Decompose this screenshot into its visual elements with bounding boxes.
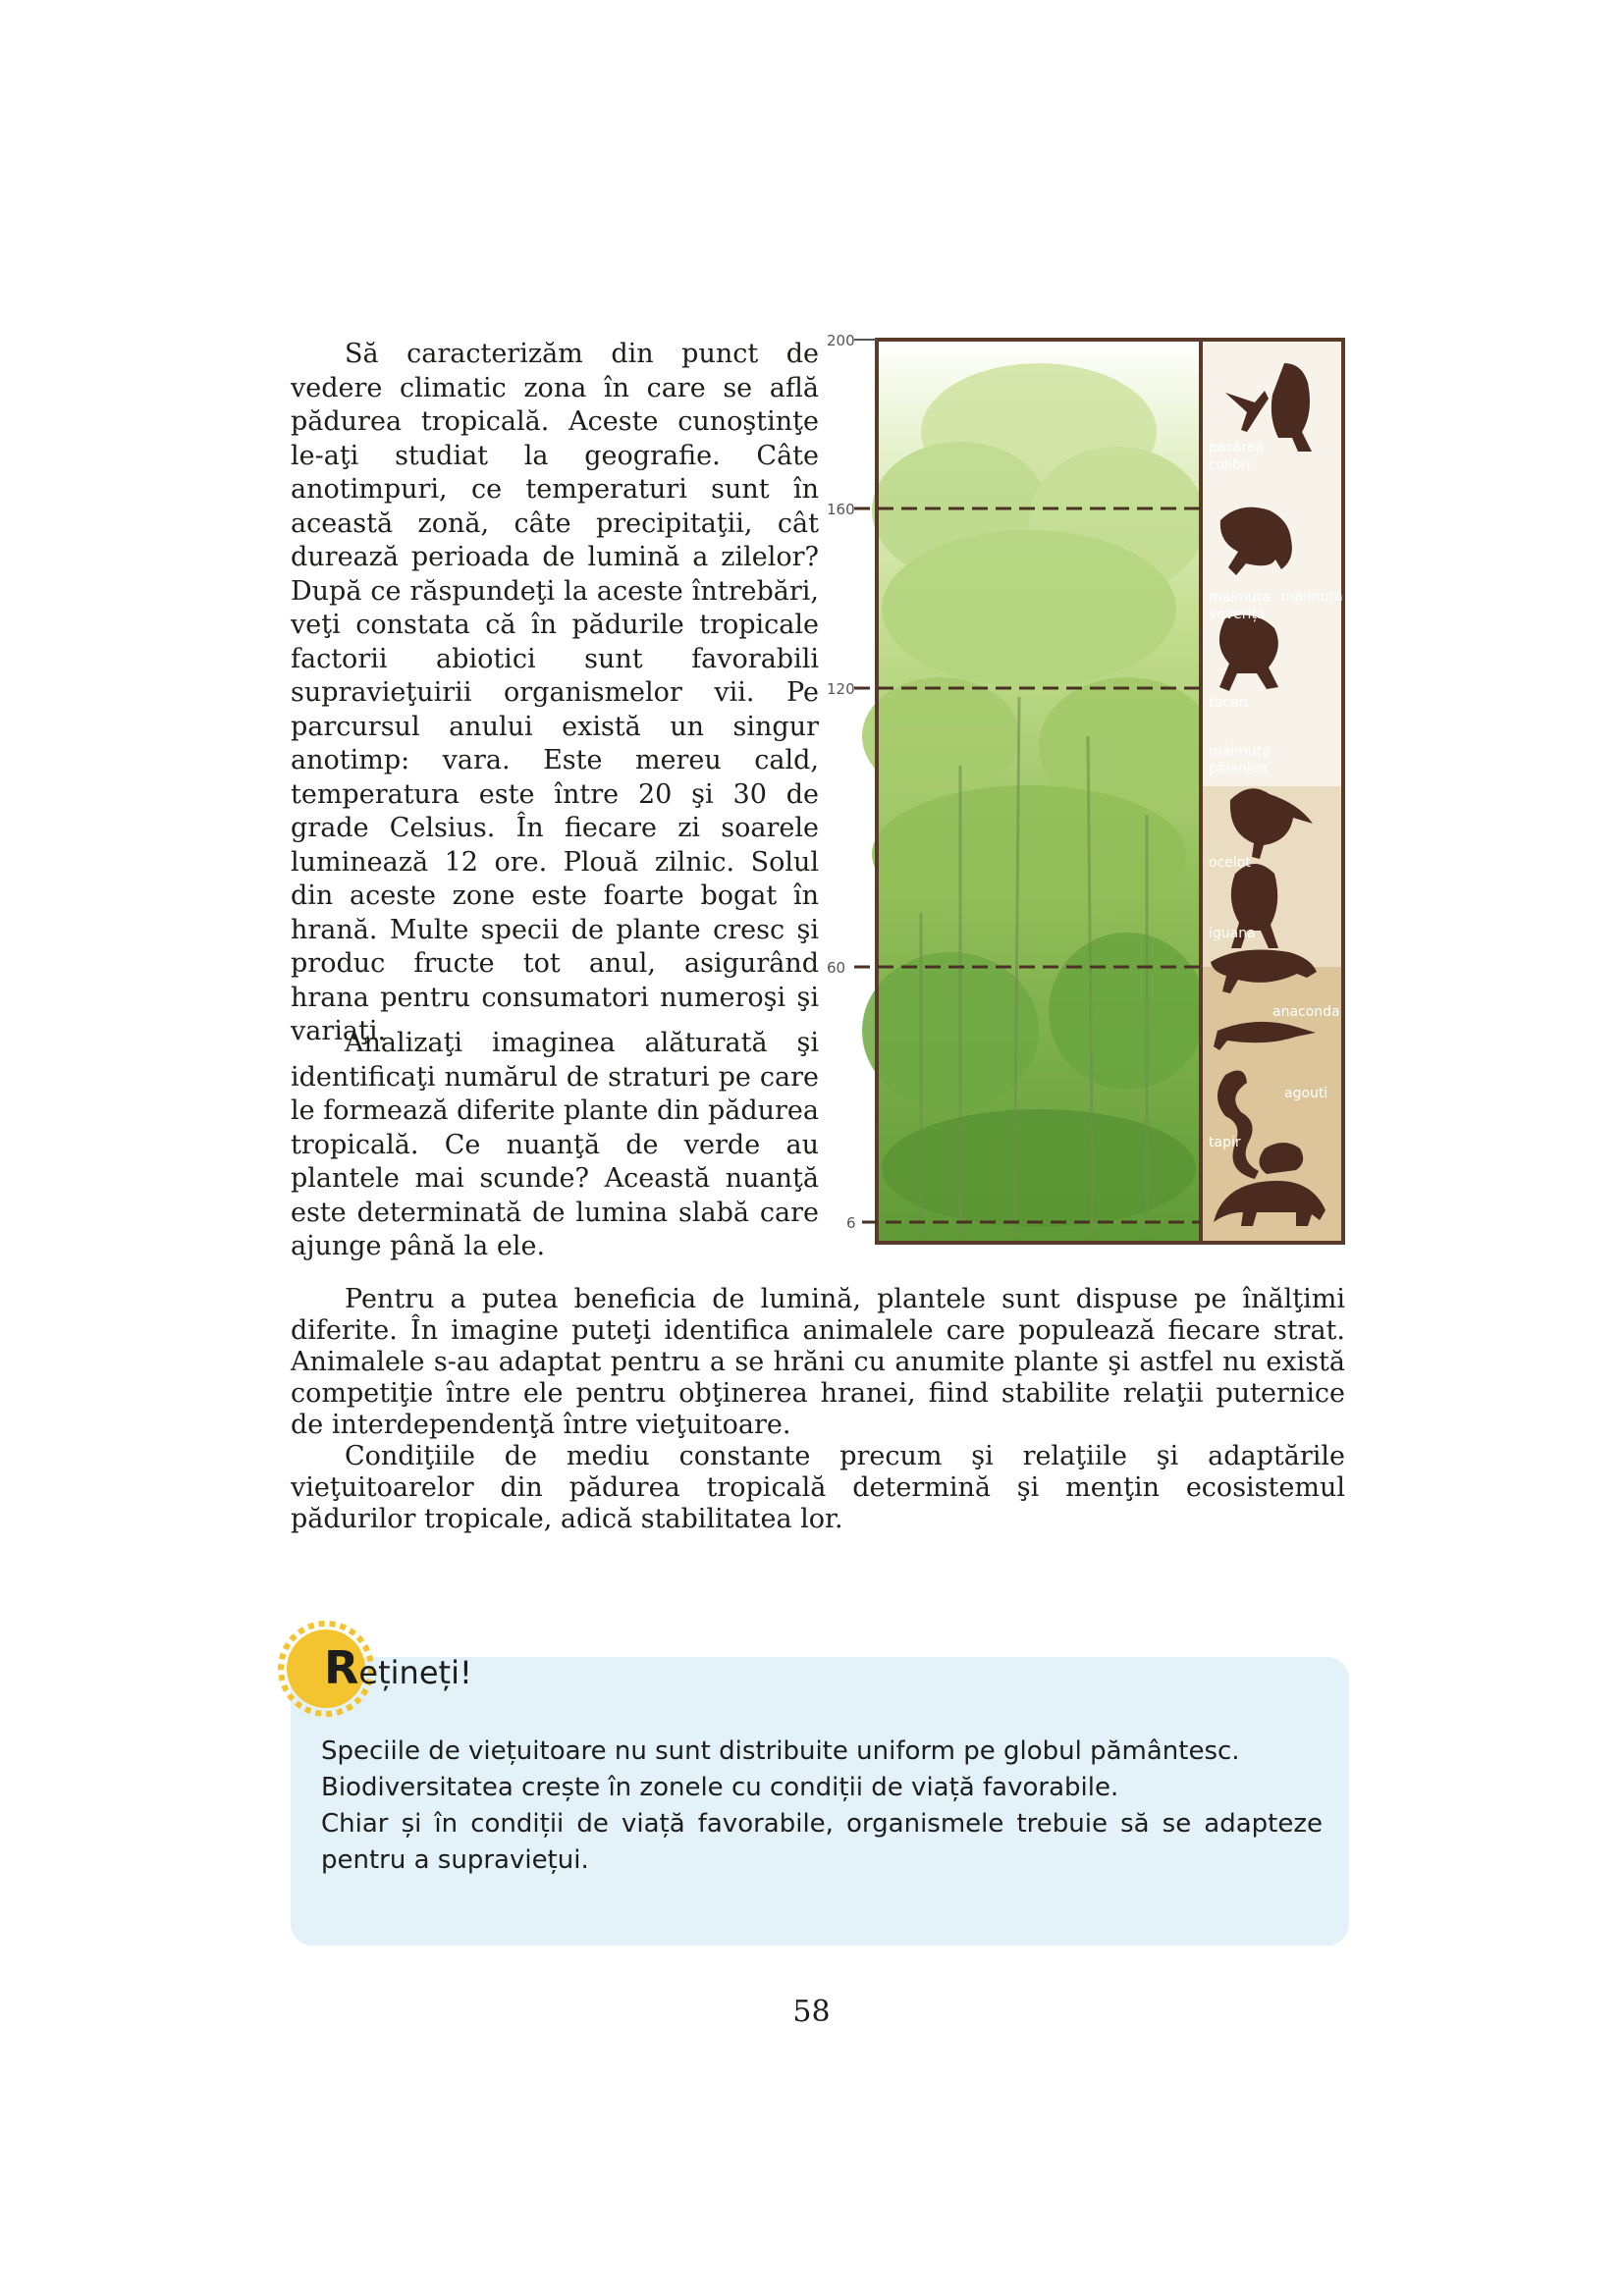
label-colibri-2: colibri (1209, 457, 1251, 473)
label-spider-monkey-1: maimuța (1209, 744, 1271, 760)
label-anaconda: anaconda (1272, 1004, 1340, 1020)
label-iguana: iguana (1209, 926, 1256, 941)
retain-title-initial: R (324, 1641, 359, 1694)
analyze-text: Analizaţi imaginea alăturată şi identificaţi numărul de straturi pe care le formează diferite plante din pădurea tropicală. Ce nuanţă de verde au plantele mai scunde? Această nuanţă este determinată de lumina slabă care ajunge până la ele. (291, 1028, 819, 1261)
rainforest-strata-figure (813, 324, 1348, 1261)
retain-title-rest: ețineți! (358, 1654, 472, 1691)
height-mark-60: 60 (827, 959, 846, 977)
label-ocelot: ocelot (1209, 855, 1251, 871)
height-mark-160: 160 (827, 501, 855, 518)
height-mark-120: 120 (827, 680, 855, 698)
page-number: 58 (792, 1995, 831, 2029)
height-mark-200: 200 (827, 332, 855, 349)
retain-line-3: Chiar și în condiții de viață favorabile, organismele trebuie să se adapteze pentru a supraviețui. (321, 1809, 1323, 1875)
label-monkey: maimuța (1281, 589, 1343, 605)
label-agouti: agouti (1284, 1086, 1328, 1101)
conclusion-paragraph-2: Condiţiile de mediu constante precum şi relaţiile şi adaptările vieţuitoarelor din pădurea tropicală determină şi menţin ecosistemul pădurilor tropicale, adică stabilitatea lor. (291, 1441, 1345, 1534)
analyze-paragraph (291, 1027, 819, 1264)
label-squirrel-monkey-2: veveriță (1209, 607, 1266, 622)
label-tapir: tapir (1209, 1135, 1241, 1150)
label-squirrel-monkey-1: maimuța (1209, 590, 1271, 606)
retain-lines (321, 1734, 1323, 1879)
height-mark-6: 6 (846, 1214, 856, 1232)
conclusion-paragraph-1: Pentru a putea beneficia de lumină, plantele sunt dispuse pe înălţimi diferite. În imagine puteţi identifica animalele care populează fiecare strat. Animalele s-au adaptat pentru a se hrăni cu anumite plante şi astfel nu există competiţie între ele pentru obţinerea hranei, fiind stabilite relaţii puternice de interdependenţă între vieţuitoare. (291, 1284, 1345, 1440)
label-colibri-1: pasărea (1209, 440, 1264, 455)
intro-text: Să caracterizăm din punct de vedere climatic zona în care se află pădurea tropicală. Aceste cunoştinţe le-aţi studiat la geografie. Câte anotimpuri, ce temperaturi sunt în această zonă, câte precipitaţii, cât durează perioada de lumină a zilelor? După ce răspundeţi la aceste întrebări, veţi constata că în pădurile tropicale factorii abiotici sunt favorabili supravieţuirii organismelor vii. Pe parcursul anului există un singur anotimp: vara. Este mereu cald, temperatura este între 20 şi 30 de grade Celsius. În fiecare zi soarele luminează 12 ore. Plouă zilnic. Solul din aceste zone este foarte bogat în hrană. Multe specii de plante cresc şi produc fructe tot anul, asigurând hrana pentru consumatori numeroşi şi variaţi. (291, 339, 819, 1046)
retain-title (324, 1641, 472, 1694)
rainforest-illustration (813, 324, 1348, 1261)
label-toucan: tucan (1209, 695, 1248, 711)
retain-line-2: Biodiversitatea crește în zonele cu condiții de viață favorabile. (321, 1773, 1119, 1802)
label-spider-monkey-2: păianjen (1209, 761, 1269, 776)
retain-line-1: Speciile de viețuitoare nu sunt distribuite uniform pe globul pământesc. (321, 1736, 1240, 1766)
intro-paragraph (291, 338, 819, 1049)
conclusion-paragraphs (291, 1284, 1345, 1535)
